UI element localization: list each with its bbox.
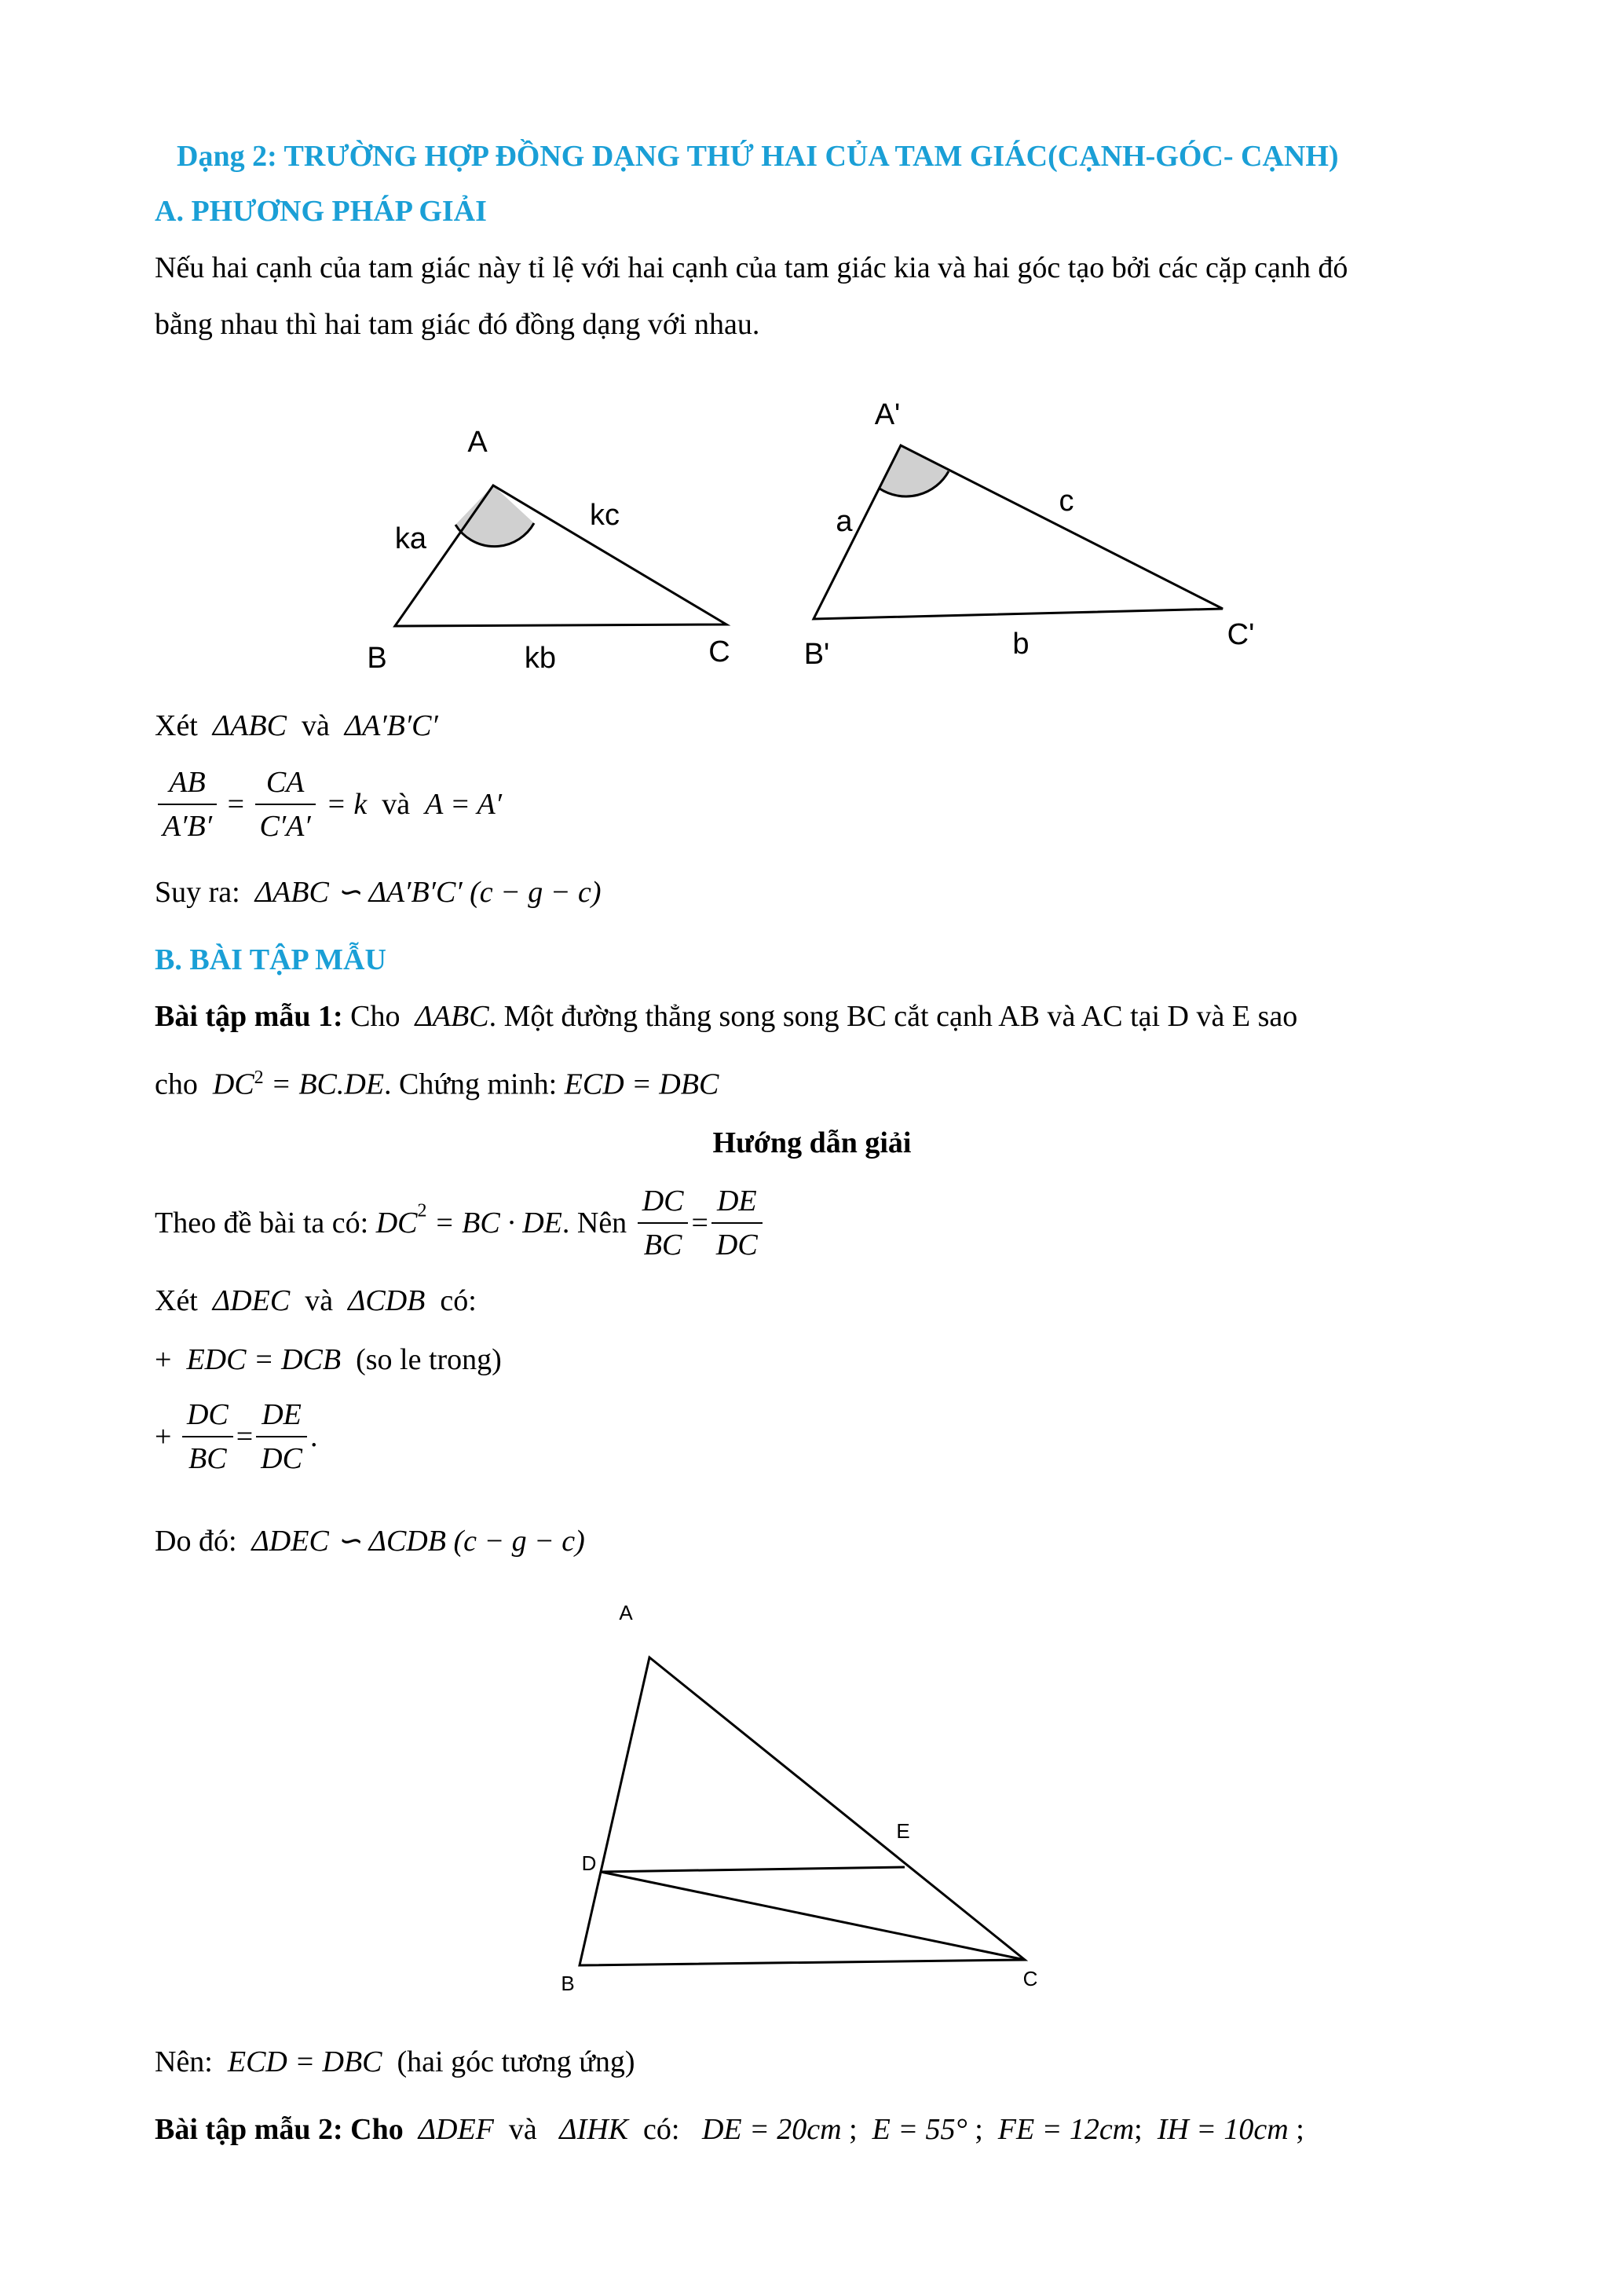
section-b-heading: B. BÀI TẬP MẪU (155, 943, 386, 976)
solution-line-4: + $\frac{DC}{BC}$ = $\frac{DE}{DC}$ . (155, 1398, 318, 1475)
consider-label: Xét (155, 709, 198, 742)
rule-text-line-2: bằng nhau thì hai tam giác đó đồng dạng với nhau. (155, 308, 760, 341)
triangle-ihk: ΔIHK (559, 2113, 629, 2146)
prove-text: . Chứng minh: (384, 1067, 565, 1101)
point-d-label: D (581, 1851, 597, 1875)
rule-text-line-1: Nếu hai cạnh của tam giác này tỉ lệ với hai cạnh của tam giác kia và hai góc tạo bởi các cặp cạnh đó (155, 251, 1348, 284)
consider-line (155, 711, 438, 741)
solution-intro: Theo đề bài ta có: (155, 1206, 376, 1240)
triangle-abc-text: ΔABC (212, 709, 287, 742)
solution-line-6 (155, 2047, 635, 2077)
solution-fraction-4: $\frac{DE}{DC}$ (256, 1398, 307, 1476)
plus-sign-2: + (155, 1419, 172, 1453)
exercise-1-line-2 (155, 1068, 719, 1100)
similarity-expr: ΔDEC ∽ ΔCDB (251, 1525, 446, 1558)
separator-4: ; (1296, 2113, 1304, 2146)
point-c-label: C (1022, 1967, 1038, 1990)
period: . (309, 1419, 318, 1453)
separator-2: ; (975, 2113, 983, 2146)
conclusion-line (155, 877, 601, 907)
segment-de (601, 1867, 905, 1872)
solution-fraction-1: $\frac{DC}{BC}$ (638, 1185, 689, 1262)
and-word: và (301, 709, 330, 742)
exercise-2-line (155, 2115, 1304, 2144)
solution-line-3 (155, 1345, 502, 1375)
vertex-b-label: B (367, 642, 387, 675)
side-ka-label: ka (394, 522, 427, 555)
hence-label: Nên: (155, 2045, 213, 2078)
triangle-a-prime-b-prime-c-prime (814, 445, 1223, 619)
solution-line-2 (155, 1286, 477, 1316)
exercise-1-triangle: ΔABC (415, 1000, 489, 1033)
solution-fraction-2: $\frac{DE}{DC}$ (711, 1185, 763, 1262)
conclusion-expr: ΔABC ∽ ΔA′B′C′ (254, 876, 463, 909)
final-note: (hai góc tương ứng) (397, 2045, 635, 2078)
and-word-3: và (508, 2113, 537, 2146)
ratio-fraction-2: $\frac{CA}{C'A'}$ (255, 766, 316, 844)
point-a-label: A (619, 1601, 633, 1624)
ratio-k: = k (326, 787, 368, 821)
exercise-1-text: Cho (342, 1000, 408, 1033)
solution-line-1: Theo đề bài ta có: $DC^2$ = BC · DE. Nên $\frac{DC}{BC}$ = $\frac{DE}{DC}$ (155, 1185, 766, 1262)
separator-3: ; (1134, 2113, 1143, 2146)
value-ih: IH = 10cm (1157, 2113, 1289, 2146)
page-title: Dạng 2: TRƯỜNG HỢP ĐỒNG DẠNG THỨ HAI CỦA TAM GIÁC(CẠNH-GÓC- CẠNH) (177, 140, 1339, 173)
solution-line-5 (155, 1526, 585, 1556)
similarity-case: (c − g − c) (453, 1525, 585, 1558)
value-de: DE = 20cm (701, 2113, 842, 2146)
triangle-abc (395, 485, 726, 626)
vertex-c-label: C (708, 635, 730, 668)
therefore-label: Do đó: (155, 1525, 237, 1558)
squared-exponent: 2 (254, 1067, 264, 1088)
exercise-1-line-1 (155, 1002, 1297, 1031)
separator-1: ; (849, 2113, 858, 2146)
consider-label-2: Xét (155, 1284, 198, 1317)
value-fe: FE = 12cm (997, 2113, 1135, 2146)
side-kc-label: kc (590, 499, 620, 532)
ratio-line: $\frac{AB}{A'B'}$ = $\frac{CA}{C'A'}$ = k và A = A′ (155, 766, 502, 844)
solution-exponent: 2 (417, 1200, 427, 1221)
prove-goal: ECD = DBC (564, 1067, 719, 1101)
and-word-2: và (305, 1284, 334, 1317)
triangle-a-prime-text: ΔA′B′C′ (344, 709, 438, 742)
side-c-label: c (1059, 485, 1074, 518)
triangle-cdb: ΔCDB (348, 1284, 426, 1317)
solution-fraction-3: $\frac{DC}{BC}$ (182, 1398, 233, 1476)
conclusion-label: Suy ra: (155, 876, 240, 909)
have-word-2: có: (643, 2113, 680, 2146)
exercise-2-label: Bài tập mẫu 2: Cho (155, 2113, 404, 2146)
vertex-c-prime-label: C' (1227, 618, 1255, 651)
solution-left: DC (375, 1206, 418, 1240)
triangle-abc-figure (580, 1657, 1025, 1965)
point-b-label: B (561, 1972, 575, 1995)
alternate-angles: EDC = DCB (186, 1343, 342, 1376)
side-a-label: a (836, 505, 853, 538)
point-e-label: E (896, 1819, 910, 1843)
solution-right: = BC · DE (426, 1206, 562, 1240)
guide-title: Hướng dẫn giải (712, 1126, 912, 1159)
side-kb-label: kb (524, 642, 557, 675)
have-word: có: (440, 1284, 477, 1317)
exercise-1-statement: . Một đường thẳng song song BC cắt cạnh AB và AC tại D và E sao (488, 1000, 1298, 1033)
section-a-heading: A. PHƯƠNG PHÁP GIẢI (155, 195, 487, 228)
vertex-b-prime-label: B' (803, 638, 830, 671)
exercise-1-label: Bài tập mẫu 1: (155, 1000, 343, 1033)
exercise-1-figure (0, 1587, 1624, 2011)
side-b-label: b (1012, 628, 1030, 661)
vertex-a-label: A (467, 426, 488, 459)
alternate-angles-note: (so le trong) (356, 1343, 502, 1376)
conclusion-case: (c − g − c) (470, 876, 602, 909)
solution-then: . Nên (561, 1206, 627, 1240)
similar-triangles-figure (0, 369, 1624, 683)
exercise-1-text-cho: cho (155, 1067, 206, 1101)
ratio-fraction-1: $\frac{AB}{A'B'}$ (158, 766, 217, 844)
triangle-dec: ΔDEC (212, 1284, 291, 1317)
angle-equality: A = A′ (425, 787, 503, 821)
plus-sign-1: + (155, 1343, 172, 1376)
value-angle-e: E = 55° (872, 2113, 967, 2146)
ratio-and: và (382, 787, 411, 821)
final-equality: ECD = DBC (227, 2045, 382, 2078)
condition-left: DC (212, 1067, 254, 1101)
vertex-a-prime-label: A' (874, 398, 901, 431)
condition-right: = BC.DE (263, 1067, 385, 1101)
segment-dc (601, 1872, 1025, 1960)
triangle-def: ΔDEF (418, 2113, 494, 2146)
